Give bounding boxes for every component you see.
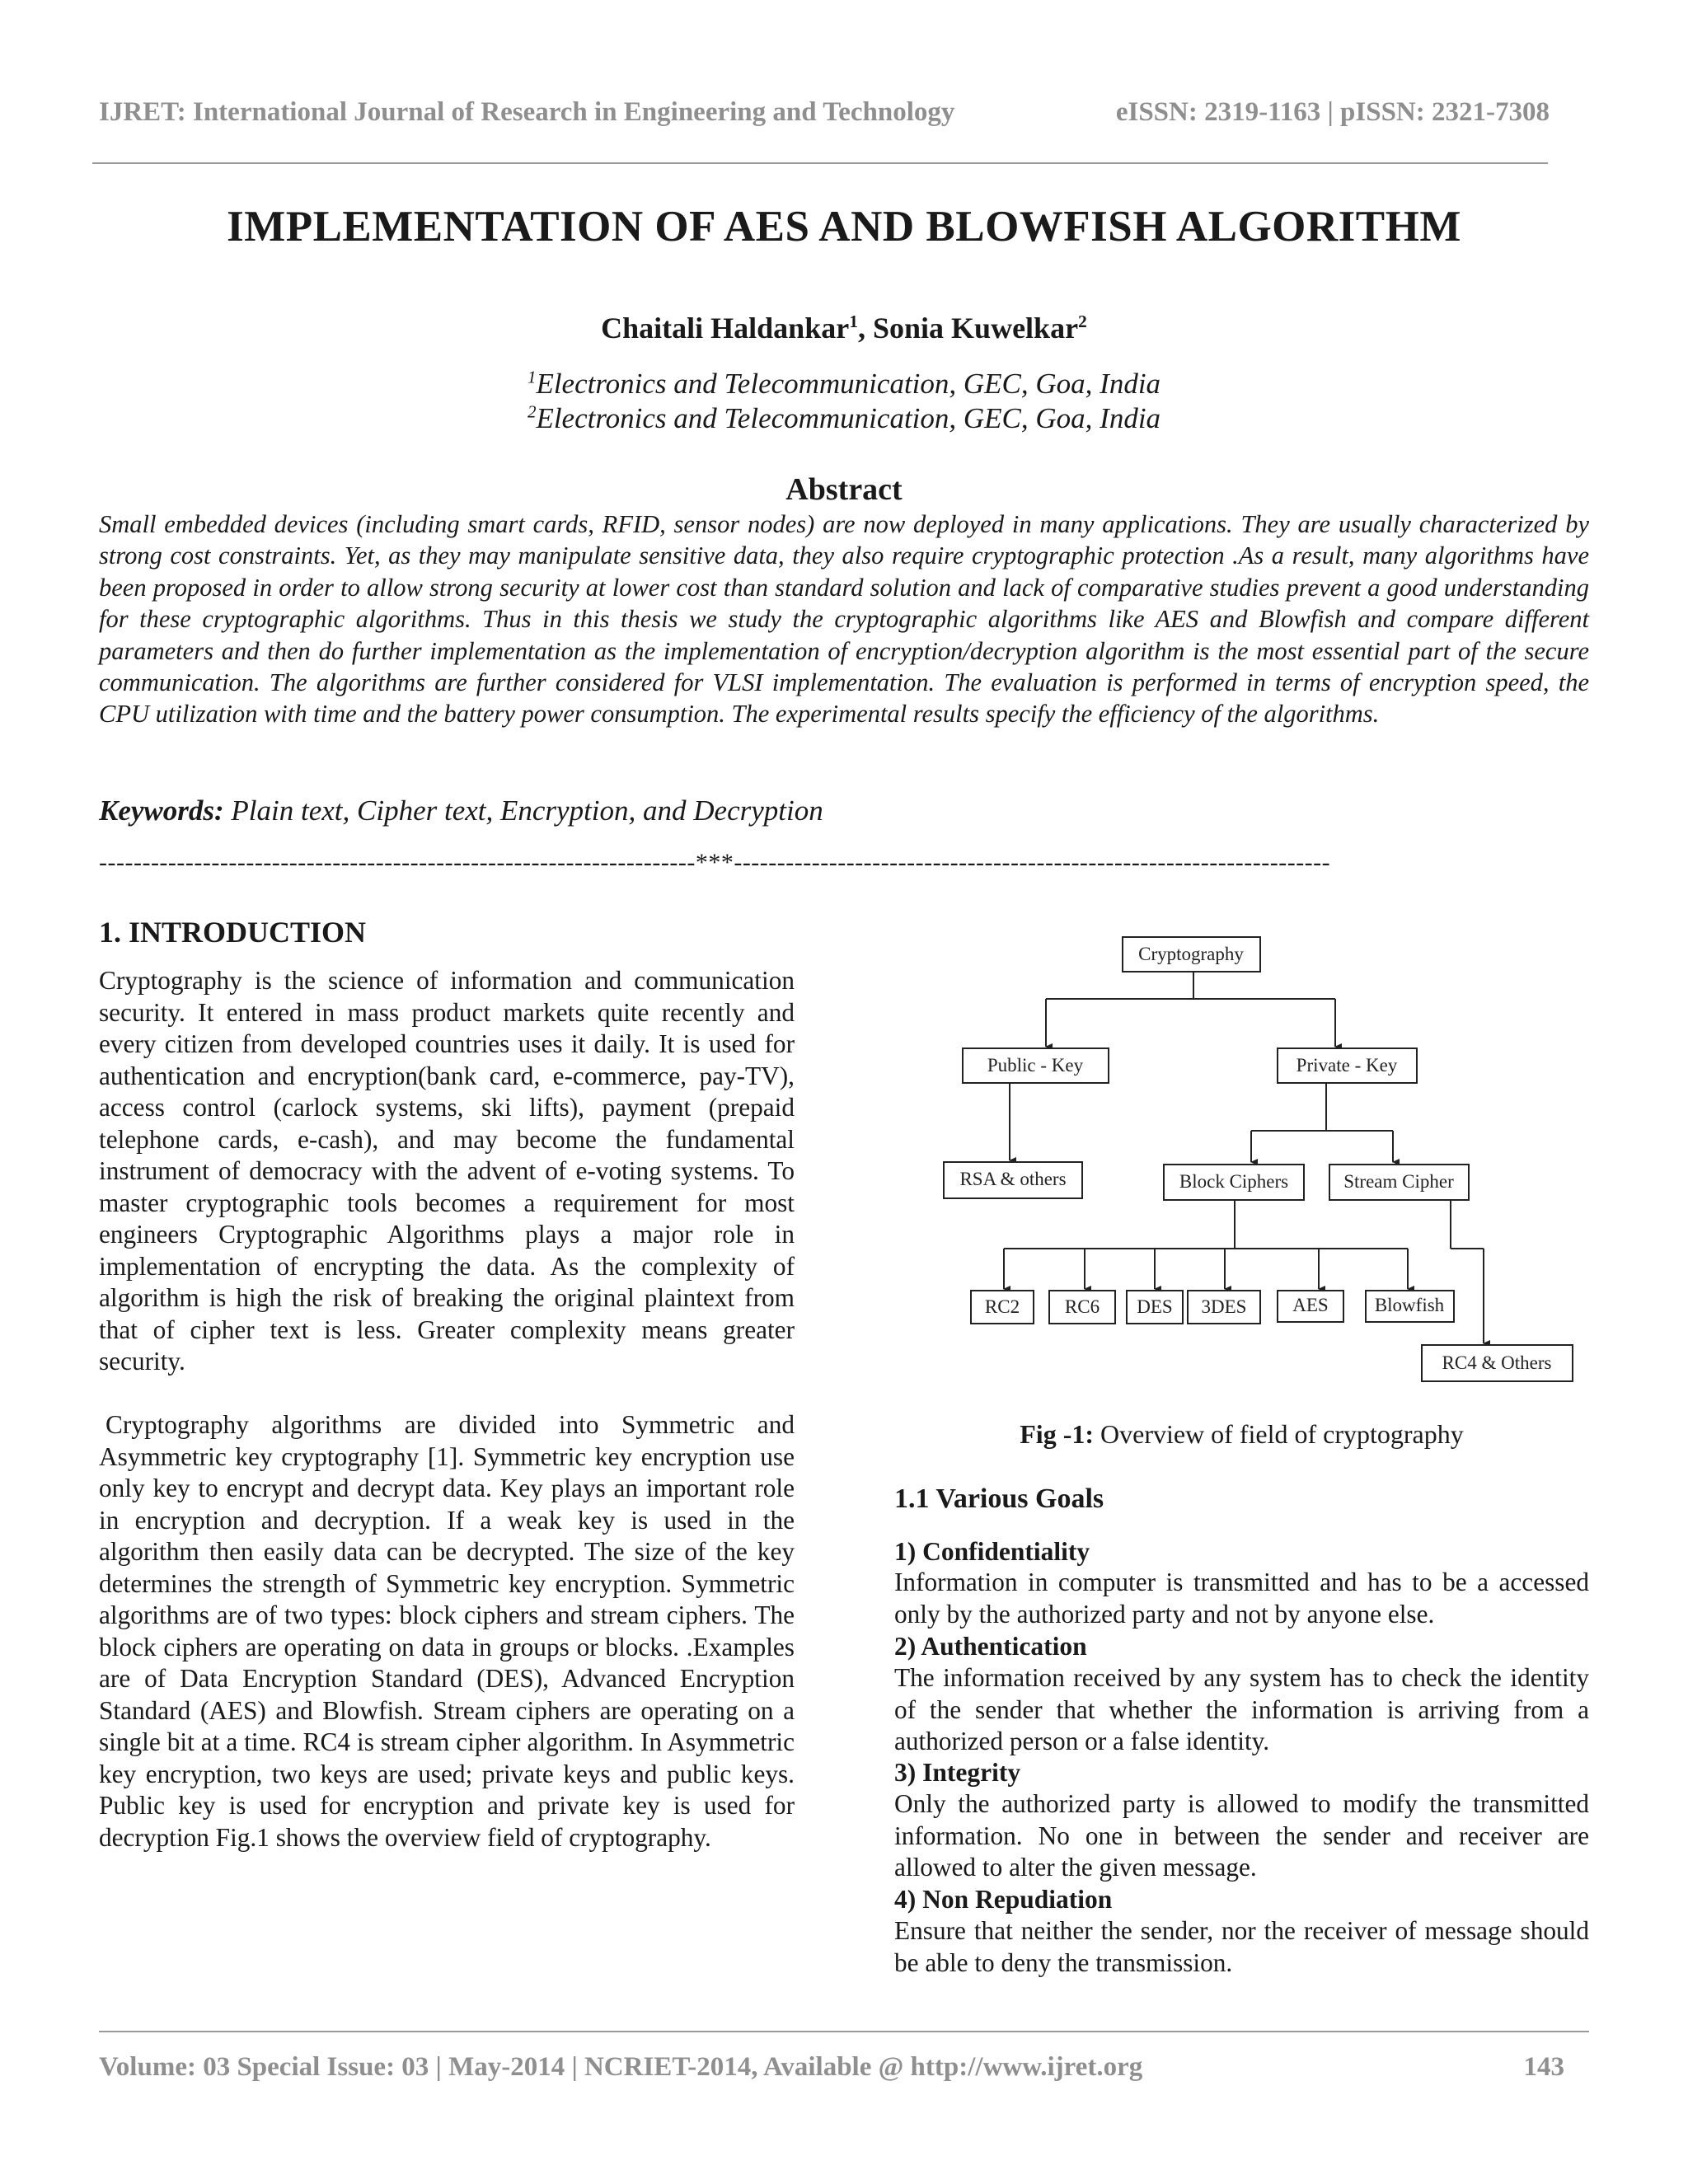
goals-heading: 1.1 Various Goals bbox=[894, 1483, 1104, 1514]
label-aes: AES bbox=[1292, 1295, 1329, 1315]
footer-citation: Volume: 03 Special Issue: 03 | May-2014 | NCRIET-2014, Available @ http://www.ijret.org bbox=[99, 2052, 1143, 2082]
page-number: 143 bbox=[1523, 2052, 1564, 2082]
running-header bbox=[99, 97, 1550, 128]
figure-caption-label: Fig -1: bbox=[1020, 1419, 1094, 1449]
goal-4-text: Ensure that neither the sender, nor the receiver of message should be able to deny the transmission. bbox=[894, 1916, 1589, 1977]
author-separator: , bbox=[858, 312, 873, 344]
keywords-text: Plain text, Cipher text, Encryption, and Decryption bbox=[223, 794, 823, 827]
label-blowfish: Blowfish bbox=[1374, 1295, 1445, 1315]
label-private-key: Private - Key bbox=[1296, 1055, 1398, 1076]
author-1-sup: 1 bbox=[849, 312, 858, 331]
label-rsa: RSA & others bbox=[959, 1169, 1067, 1189]
label-public-key: Public - Key bbox=[987, 1055, 1084, 1076]
goal-1-text: Information in computer is transmitted and has to be a accessed only by the authorized party and not by anyone else. bbox=[894, 1568, 1589, 1629]
affiliation-2-text: Electronics and Telecommunication, GEC, Goa, India bbox=[536, 402, 1161, 434]
author-2: Sonia Kuwelkar bbox=[873, 312, 1079, 344]
keywords-label: Keywords: bbox=[99, 794, 224, 827]
tree-connectors bbox=[1004, 972, 1484, 1343]
header-rule bbox=[92, 162, 1548, 164]
tree-boxes bbox=[944, 937, 1573, 1381]
authors bbox=[0, 311, 1688, 345]
affiliation-1-text: Electronics and Telecommunication, GEC, Goa, India bbox=[536, 368, 1161, 400]
running-footer bbox=[99, 2052, 1564, 2083]
footer-rule bbox=[99, 2031, 1589, 2032]
affiliation-1 bbox=[0, 368, 1688, 401]
figure-caption bbox=[894, 1419, 1589, 1450]
goal-2-text: The information received by any system has to check the identity of the sender that whether the information is arriving from a authorized person or a false identity. bbox=[894, 1663, 1589, 1755]
affiliation-1-sup: 1 bbox=[527, 367, 537, 387]
issn: eISSN: 2319-1163 | pISSN: 2321-7308 bbox=[1115, 97, 1550, 127]
abstract-text: Small embedded devices (including smart cards, RFID, sensor nodes) are now deployed in many applications. They are usually characterized by strong cost constraints. Yet, as they may manipulate sensitive data, they also require cryptographic protection .As a result, many algorithms have been proposed in order to allow strong security at lower cost than standard solution and lack of comparative studies prevent a good understanding for these cryptographic algorithms. Thus in this thesis we study the cryptographic algorithms like AES and Blowfish and compare different parameters and then do further implementation as the implementation of encryption/decryption algorithm is the most essential part of the secure communication. The algorithms are further considered for VLSI implementation. The evaluation is performed in terms of encryption speed, the CPU utilization with time and the battery power consumption. The experimental results specify the efficiency of the algorithms. bbox=[99, 510, 1589, 729]
keywords bbox=[99, 794, 823, 827]
label-stream-cipher: Stream Cipher bbox=[1343, 1171, 1454, 1192]
affiliation-2 bbox=[0, 402, 1688, 435]
goal-2-title: 2) Authentication bbox=[894, 1632, 1087, 1661]
label-block-ciphers: Block Ciphers bbox=[1179, 1171, 1289, 1192]
intro-paragraph-1: Cryptography is the science of information and communication security. It entered in mass product markets quite recently and every citizen from developed countries uses it daily. It is used for authentication and encryption(bank card, e-commerce, pay-TV), access control (carlock systems, ski lifts), payment (prepaid telephone cards, e-cash), and may become the fundamental instrument of democracy with the advent of e-voting systems. To master cryptographic tools becomes a requirement for most engineers Cryptographic Algorithms plays a major role in implementation of encrypting the data. As the complexity of algorithm is high the risk of breaking the original plaintext from that of cipher text is less. Greater complexity means greater security. bbox=[99, 966, 795, 1376]
figure-caption-text: Overview of field of cryptography bbox=[1094, 1419, 1464, 1449]
section-separator: ---------------------------------------------------------------------***--------------------------------------------------------------------- bbox=[99, 849, 1331, 876]
abstract-heading: Abstract bbox=[785, 472, 903, 507]
goal-3-text: Only the authorized party is allowed to modify the transmitted information. No one in between the sender and receiver are allowed to alter the given message. bbox=[894, 1789, 1589, 1882]
cryptography-tree-figure bbox=[931, 923, 1591, 1401]
label-rc2: RC2 bbox=[984, 1296, 1020, 1317]
label-rc4: RC4 & Others bbox=[1442, 1352, 1552, 1373]
label-3des: 3DES bbox=[1201, 1296, 1247, 1317]
goal-1-title: 1) Confidentiality bbox=[894, 1537, 1090, 1566]
journal-name: IJRET: International Journal of Research in Engineering and Technology bbox=[99, 97, 955, 127]
intro-paragraph-2: Cryptography algorithms are divided into Symmetric and Asymmetric key cryptography [1]. Symmetric key encryption use only key to encrypt and decrypt data. Key plays an important role in encryption and decryption. If a weak key is used in the algorithm then easily data can be decrypted. The size of the key determines the strength of Symmetric key encryption. Symmetric algorithms are of two types: block ciphers and stream ciphers. The block ciphers are operating on data in groups or blocks. .Examples are of Data Encryption Standard (DES), Advanced Encryption Standard (AES) and Blowfish. Stream ciphers are operating on a single bit at a time. RC4 is stream cipher algorithm. In Asymmetric key encryption, two keys are used; private keys and public keys. Public key is used for encryption and private key is used for decryption Fig.1 shows the overview field of cryptography. bbox=[99, 1410, 795, 1852]
intro-heading: 1. INTRODUCTION bbox=[99, 916, 367, 949]
author-2-sup: 2 bbox=[1078, 312, 1087, 331]
goal-4-title: 4) Non Repudiation bbox=[894, 1885, 1113, 1914]
paper-title: IMPLEMENTATION OF AES AND BLOWFISH ALGORITHM bbox=[227, 203, 1461, 251]
affiliation-2-sup: 2 bbox=[527, 401, 537, 422]
goal-3-title: 3) Integrity bbox=[894, 1758, 1021, 1787]
label-des: DES bbox=[1137, 1296, 1173, 1317]
label-rc6: RC6 bbox=[1064, 1296, 1100, 1317]
author-1: Chaitali Haldankar bbox=[601, 312, 850, 344]
label-cryptography: Cryptography bbox=[1138, 944, 1244, 964]
